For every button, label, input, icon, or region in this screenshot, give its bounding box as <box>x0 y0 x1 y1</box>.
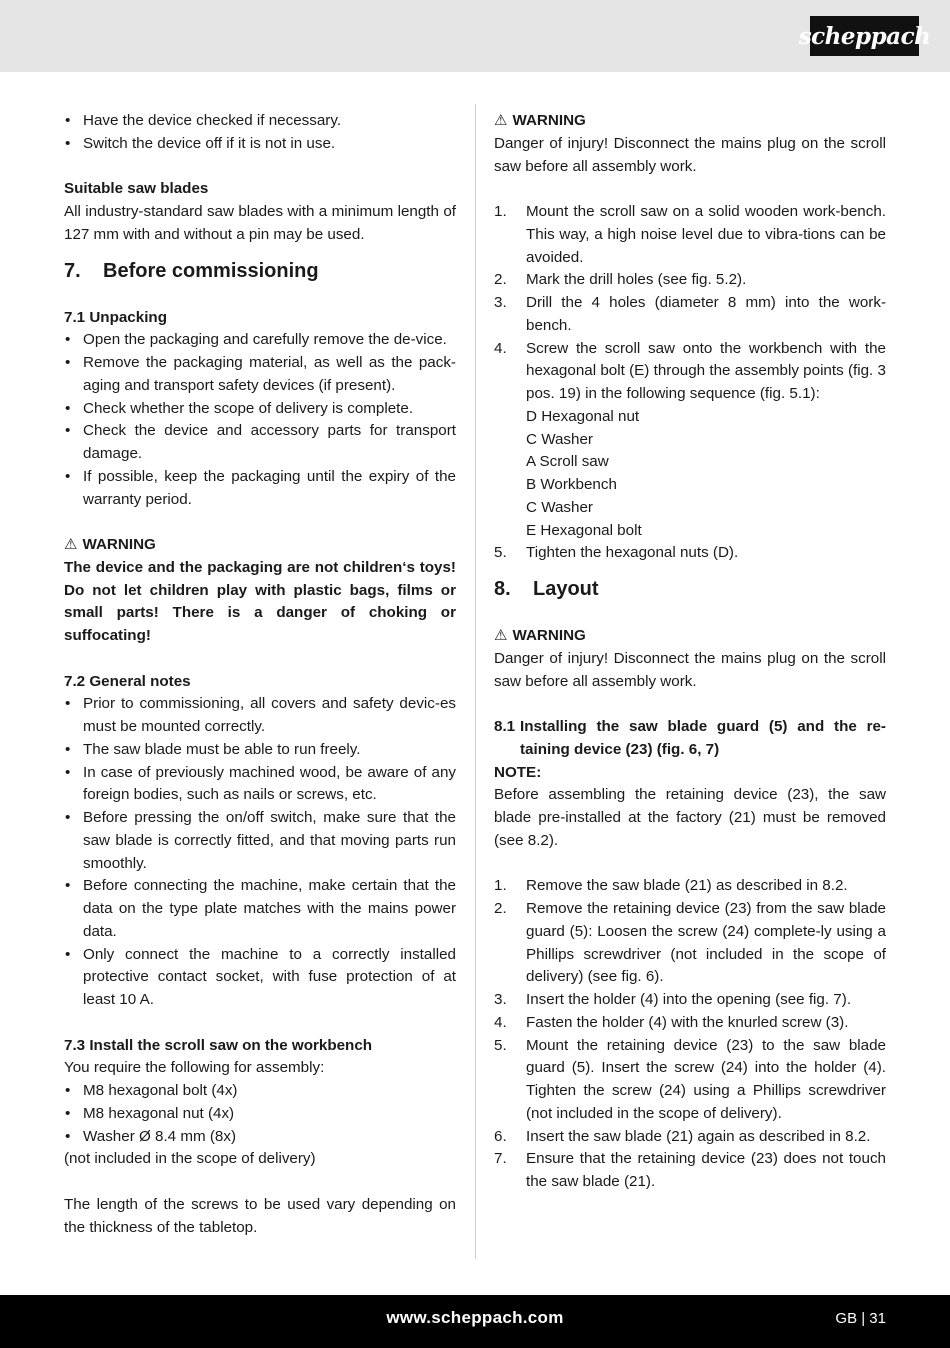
assembly-sequence <box>494 406 886 543</box>
list-item: 7. Ensure that the retaining device (23) does not touch the saw blade (21). <box>494 1150 886 1190</box>
warning-triangle-icon: ⚠ <box>494 112 508 129</box>
page-number: GB | 31 <box>835 1310 886 1327</box>
list-item: • Switch the device off if it is not in use. <box>64 133 456 156</box>
note-text: Before assembling the retaining device (23), the saw blade pre-installed at the factory (21) must be removed (see 8.2). <box>494 786 886 849</box>
footer-bar <box>0 1295 950 1348</box>
header-bar <box>0 0 950 72</box>
section-title: Layout <box>533 578 599 600</box>
list-item: 6. Insert the saw blade (21) again as described in 8.2. <box>494 1127 871 1145</box>
guard-steps <box>494 875 886 1194</box>
list-item: • Before pressing the on/off switch, make sure that the saw blade is correctly fitted, and that moving parts run smoothly. <box>64 807 456 875</box>
sequence-item: A Scroll saw <box>526 453 609 471</box>
intro-bullets <box>64 110 456 156</box>
install-heading: 7.3 Install the scroll saw on the workbench <box>64 1036 373 1054</box>
sequence-item: C Washer <box>526 430 593 448</box>
warning-triangle-icon: ⚠ <box>64 536 78 553</box>
section-7-heading <box>64 257 456 285</box>
list-item: • Remove the packaging material, as well as the pack-aging and transport safety devices (if present). <box>64 352 456 398</box>
list-item: • Washer Ø 8.4 mm (8x) <box>64 1126 456 1149</box>
list-item: 4. Fasten the holder (4) with the knurled screw (3). <box>494 1013 849 1031</box>
list-item: 4. Screw the scroll saw onto the workbench with the hexagonal bolt (E) through the assembly points (fig. 3 pos. 19) in the following sequence (fig. 5.1): <box>494 339 886 402</box>
sequence-item: E Hexagonal bolt <box>526 521 642 539</box>
list-item: 1. Mount the scroll saw on a solid wooden work-bench. This way, a high noise level due to vibra-tions can be avoided. <box>494 203 886 266</box>
install-note: (not included in the scope of delivery) <box>64 1150 316 1168</box>
sequence-item: C Washer <box>526 498 593 516</box>
screws-text: The length of the screws to be used vary depending on the thickness of the tabletop. <box>64 1195 456 1236</box>
warning-text: Danger of injury! Disconnect the mains plug on the scroll saw before all assembly work. <box>494 134 886 175</box>
list-item: • If possible, keep the packaging until the expiry of the warranty period. <box>64 466 456 512</box>
list-item: 3. Drill the 4 holes (diameter 8 mm) into the work-bench. <box>494 294 886 334</box>
subsection-8-1-heading: 8.1 Installing the saw blade guard (5) and the re-taining device (23) (fig. 6, 7) <box>494 718 886 758</box>
saw-blades-text: All industry-standard saw blades with a minimum length of 127 mm with and without a pin may be used. <box>64 203 456 243</box>
note-label: NOTE: <box>494 763 542 781</box>
right-column <box>494 110 886 1194</box>
install-intro: You require the following for assembly: <box>64 1059 325 1077</box>
list-item: • M8 hexagonal bolt (4x) <box>64 1080 456 1103</box>
list-item: • Only connect the machine to a correctly installed protective contact socket, with fuse protection of at least 10 A. <box>64 944 456 1012</box>
sequence-item: D Hexagonal nut <box>526 407 640 425</box>
list-item: 5. Tighten the hexagonal nuts (D). <box>494 544 739 562</box>
list-item: • In case of previously machined wood, be aware of any foreign bodies, such as nails or screws, etc. <box>64 762 456 808</box>
list-item: • Before connecting the machine, make certain that the data on the type plate matches with the mains power data. <box>64 875 456 943</box>
install-bullets <box>64 1080 456 1148</box>
saw-blades-heading: Suitable saw blades <box>64 180 209 198</box>
brand-logo: scheppach <box>810 16 919 56</box>
assembly-steps <box>494 201 886 406</box>
unpacking-heading: 7.1 Unpacking <box>64 308 167 326</box>
list-item: 2. Mark the drill holes (see fig. 5.2). <box>494 271 747 289</box>
column-divider <box>475 104 476 1259</box>
list-item: • The saw blade must be able to run freely. <box>64 739 456 762</box>
warning-label: ⚠ WARNING <box>494 110 886 133</box>
assembly-step-5 <box>494 542 886 565</box>
general-notes-bullets <box>64 693 456 1012</box>
section-number: 7. <box>64 259 81 282</box>
section-number: 8. <box>494 578 511 600</box>
list-item: • M8 hexagonal nut (4x) <box>64 1103 456 1126</box>
list-item: 1. Remove the saw blade (21) as described in 8.2. <box>494 877 848 895</box>
general-notes-heading: 7.2 General notes <box>64 672 191 690</box>
left-column <box>64 110 456 1239</box>
list-item: 3. Insert the holder (4) into the opening (see fig. 7). <box>494 991 852 1008</box>
list-item: 5. Mount the retaining device (23) to the saw blade guard (5). Insert the screw (24) into the holder (4). Tighten the screw (24) using a Phillips screwdriver (not included in the scope of delivery). <box>494 1036 886 1122</box>
list-item: • Prior to commissioning, all covers and safety devic-es must be mounted correctly. <box>64 693 456 739</box>
list-item: • Open the packaging and carefully remove the de-vice. <box>64 329 456 352</box>
warning-text: Danger of injury! Disconnect the mains plug on the scroll saw before all assembly work. <box>494 649 886 690</box>
list-item: • Check whether the scope of delivery is complete. <box>64 398 456 421</box>
list-item: • Check the device and accessory parts for transport damage. <box>64 420 456 466</box>
list-item: • Have the device checked if necessary. <box>64 110 456 133</box>
section-8-heading <box>494 575 886 603</box>
unpacking-bullets <box>64 329 456 511</box>
warning-triangle-icon: ⚠ <box>494 627 508 644</box>
website-link[interactable]: www.scheppach.com <box>386 1308 564 1327</box>
sequence-item: B Workbench <box>526 476 617 493</box>
warning-text: The device and the packaging are not children‘s toys! Do not let children play with plastic bags, films or small parts! There is a danger of choking or suffocating! <box>64 558 456 644</box>
warning-label: ⚠ WARNING <box>64 534 456 557</box>
warning-label: ⚠ WARNING <box>494 625 886 648</box>
list-item: 2. Remove the retaining device (23) from the saw blade guard (5): Loosen the screw (24) complete-ly using a Phillips screwdriver (not included in the scope of delivery) (see fig. 6). <box>494 900 886 986</box>
section-title: Before commissioning <box>103 259 319 282</box>
